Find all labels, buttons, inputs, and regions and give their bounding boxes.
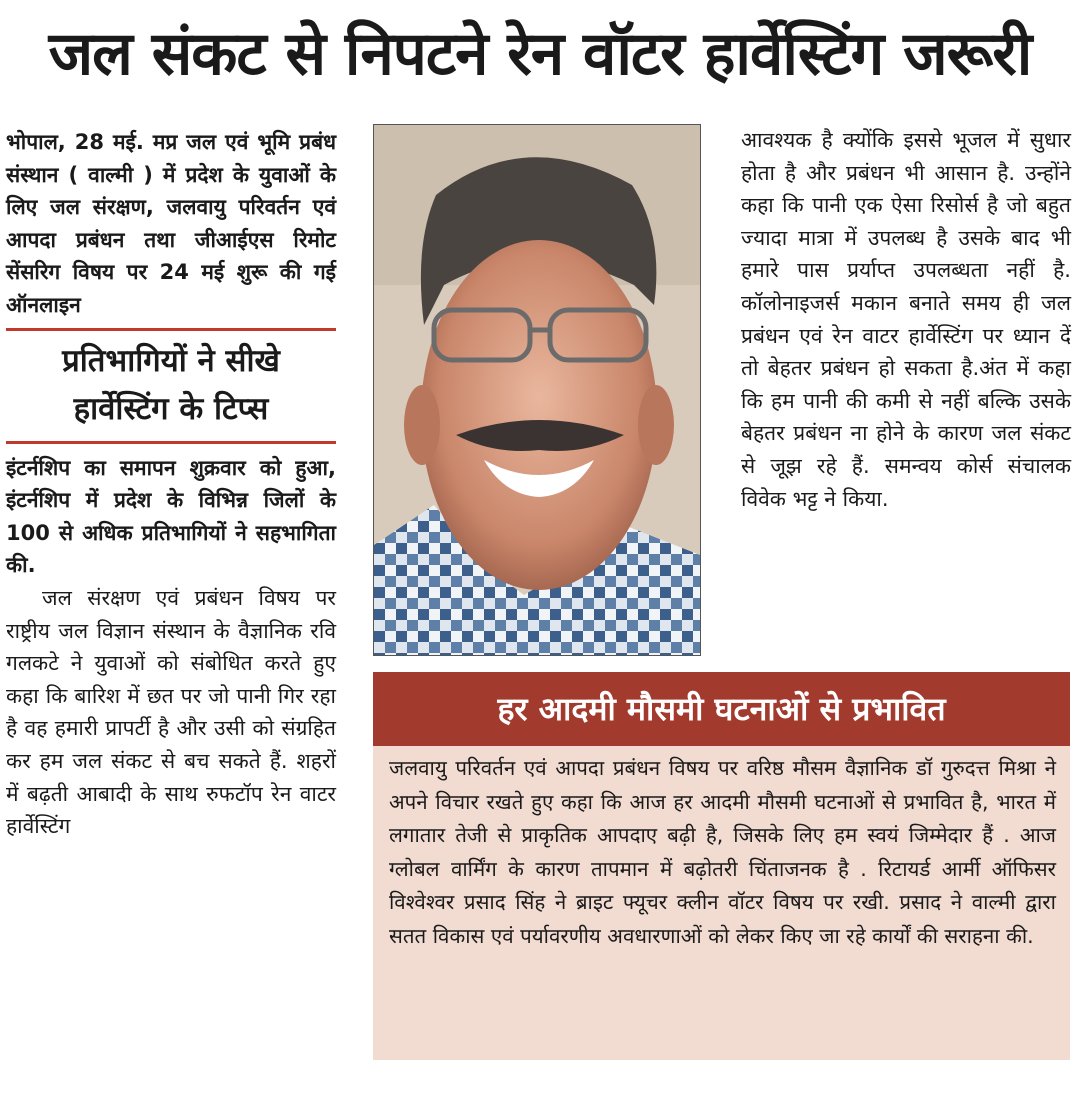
box-title: हर आदमी मौसमी घटनाओं से प्रभावित [373,672,1070,746]
right-column [741,124,1071,515]
box-paragraph: जलवायु परिवर्तन एवं आपदा प्रबंधन विषय पर वरिष्ठ मौसम वैज्ञानिक डॉ गुरुदत्त मिश्रा ने अपने विचार रखते हुए कहा कि आज हर आदमी मौसमी घटनाओं से प्रभावित है, भारत में लगातार तेजी से प्राकृतिक आपदाए बढ़ी है, जिसके लिए हम स्वयं जिम्मेदार हैं . आज ग्लोबल वार्मिंग के कारण तापमान में बढ़ोतरी चिंताजनक है . रिटायर्ड आर्मी ऑफिसर विश्वेश्वर प्रसाद सिंह ने ब्राइट फ्यूचर क्लीन वॉटर विषय पर रखी. प्रसाद ने वाल्मी द्वारा सतत विकास एवं पर्यावरणीय अवधारणाओं को लेकर किए जा रहे कार्यों की सराहना की. [389,756,1056,948]
speaker-photo [373,124,701,656]
continuation-paragraph: आवश्यक है क्योंकि इससे भूजल में सुधार होता है और प्रबंधन भी आसान है. उन्होंने कहा कि पानी एक ऐसा रिसोर्स है जो बहुत ज्यादा मात्रा में उपलब्ध है उसके बाद भी हमारे पास प्रर्याप्त उपलब्धता नहीं है. कॉलोनाइजर्स मकान बनाते समय ही जल प्रबंधन एवं रेन वाटर हार्वेस्टिंग पर ध्यान दें तो बेहतर प्रबंधन हो सकता है.अंत में कहा कि हम पानी की कमी से नहीं बल्कि उसके बेहतर प्रबंधन ना होने के कारण जल संकट से जूझ रहे हैं. समन्वय कोर्स संचालक विवेक भट्ट ने किया. [741,128,1071,511]
internship-paragraph: इंटर्नशिप का समापन शुक्रवार को हुआ, इंटर्नशिप में प्रदेश के विभिन्न जिलों के 100 से अधिक प्रतिभागियों ने सहभागिता की. [6,455,336,578]
water-conservation-paragraph: जल संरक्षण एवं प्रबंधन विषय पर राष्ट्रीय जल विज्ञान संस्थान के वैज्ञानिक रवि गलकटे ने युवाओं को संबोधित करते हुए कहा कि बारिश में छत पर जो पानी गिर रहा है वह हमारी प्रापर्टी है और उसी को संग्रहित कर हम जल संकट से बच सकते हैं. शहरों में बढ़ती आबादी के साथ रुफटॉप रेन वाटर हार्वेस्टिंग [6,585,336,839]
headline: जल संकट से निपटने रेन वॉटर हार्वेस्टिंग जरूरी [48,19,1032,89]
subheadline-line-1: प्रतिभागियों ने सीखे [62,342,280,379]
left-column [6,126,336,843]
intro-paragraph: भोपाल, 28 मई. मप्र जल एवं भूमि प्रबंध संस्थान ( वाल्मी ) में प्रदेश के युवाओं के लिए जल संरक्षण, जलवायु परिवर्तन एवं आपदा प्रबंधन तथा जीआईएस रिमोट सेंसरिग विषय पर 24 मई शुरू की गई ऑनलाइन [6,130,336,317]
speaker-portrait-image [374,125,700,655]
subheadline-box [6,328,336,444]
sidebar-box [373,672,1070,1060]
subheadline-line-2: हार्वेस्टिंग के टिप्स [73,390,269,427]
